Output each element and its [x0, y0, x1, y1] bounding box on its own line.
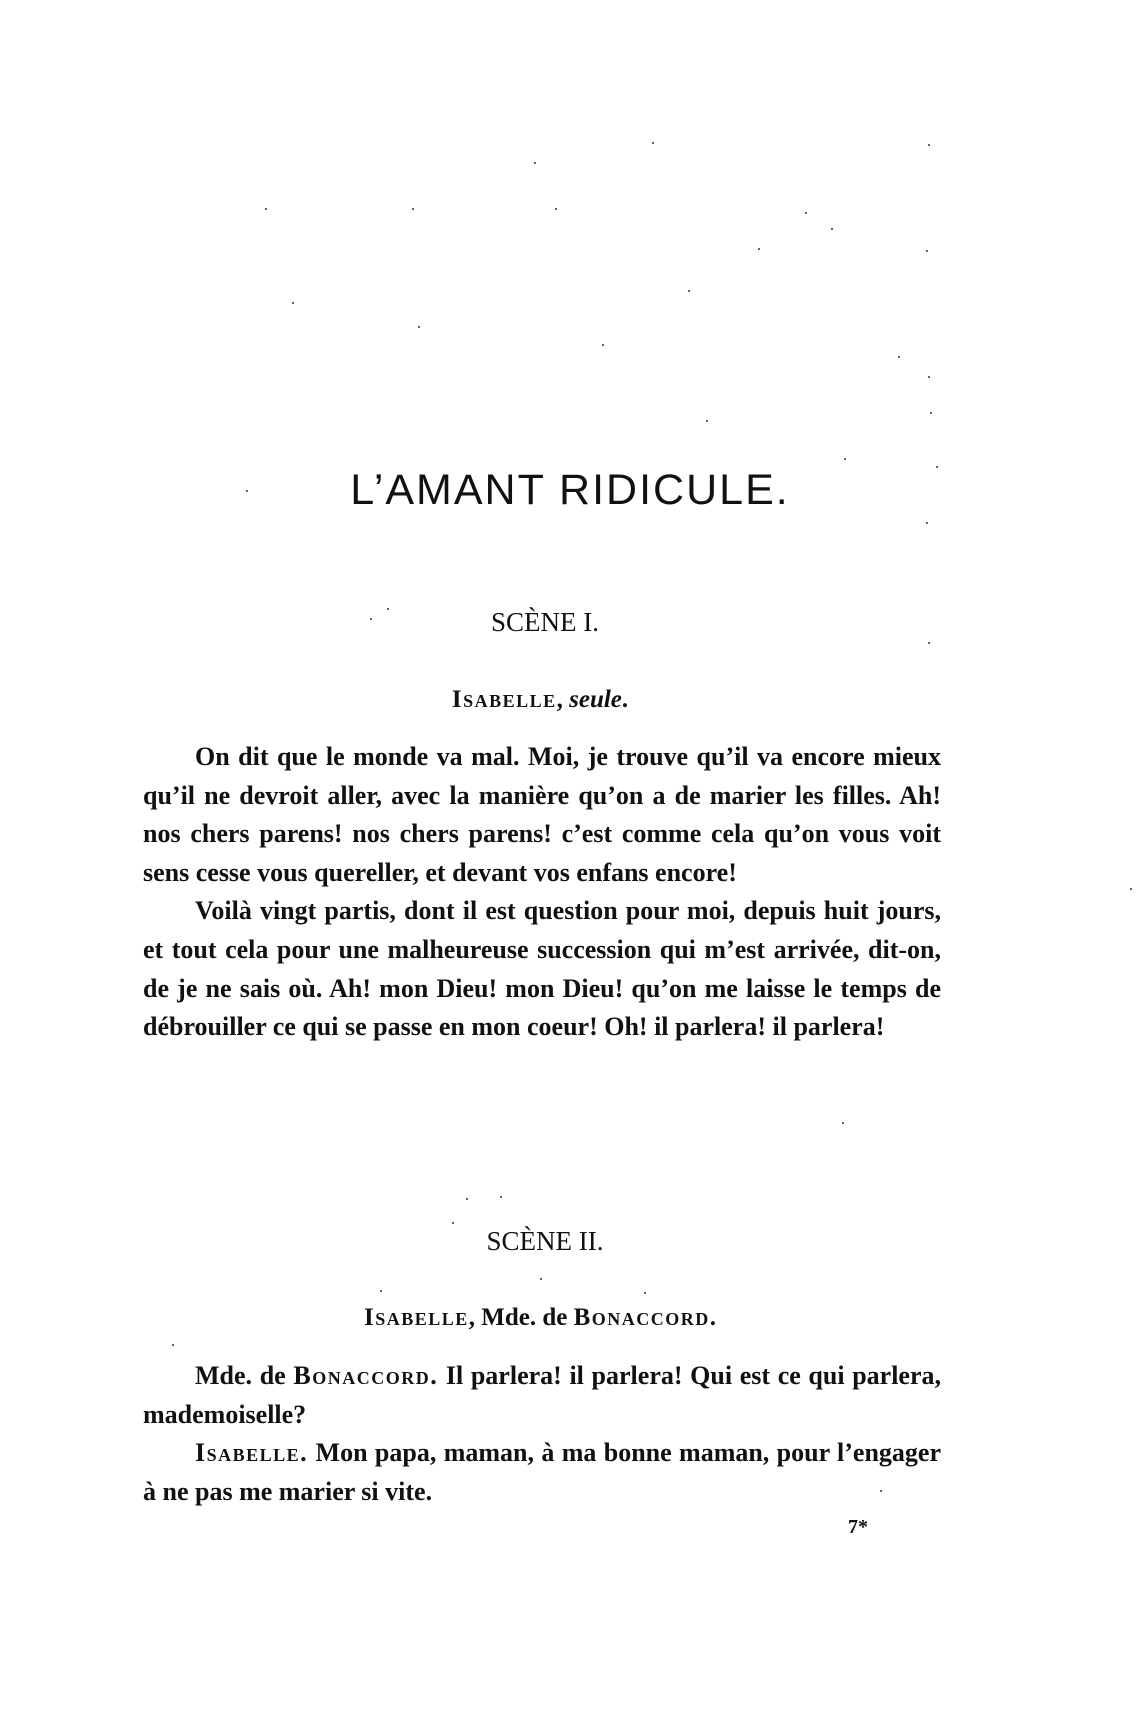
scan-speck: [644, 1292, 646, 1294]
scan-speck: [534, 162, 536, 164]
scan-speck: [928, 376, 930, 378]
scan-speck: [758, 248, 760, 250]
scan-speck: [688, 290, 690, 292]
scan-speck: [930, 412, 932, 414]
scan-speck: [928, 144, 930, 146]
scene-1-characters: Isabelle, seule.: [451, 686, 629, 713]
scan-speck: [500, 1196, 502, 1198]
speaker-name: Isabelle.: [195, 1438, 309, 1468]
scan-speck: [380, 1290, 382, 1292]
scan-speck: [466, 1198, 468, 1200]
character-name: Isabelle: [451, 686, 557, 713]
dialogue-text: Il parlera! il parlera! Qui est ce qui parlera, mademoiselle?: [143, 1361, 942, 1429]
scan-speck: [842, 1122, 844, 1124]
scan-speck: [652, 142, 654, 144]
scene-2-heading: SCÈNE II.: [486, 1226, 604, 1256]
scan-speck: [926, 250, 928, 252]
character-name: Isabelle: [363, 1304, 469, 1331]
scan-speck: [926, 522, 928, 524]
scan-speck: [412, 208, 414, 210]
scene-1-heading: SCÈNE I.: [491, 607, 599, 637]
dialogue-line: [143, 1357, 941, 1434]
scan-speck: [452, 1222, 454, 1224]
play-title: L’AMANT RIDICULE.: [350, 466, 790, 514]
paragraph: Voilà vingt partis, dont il est question pour moi, depuis huit jours, et tout cela pour une malheureuse succession qui m’est arrivée, dit-on, de je ne sais où. Ah! mon Dieu! mon Dieu! qu’on me laisse le temps de débrouiller ce qui se passe en mon coeur! Oh! il parlera! il parlera!: [143, 896, 941, 1042]
scan-speck: [805, 212, 807, 214]
scan-speck: [172, 1344, 174, 1346]
scan-speck: [418, 326, 420, 328]
signature-mark: 7*: [848, 1516, 868, 1538]
scene-2-characters: Isabelle, Mde. de Bonaccord.: [363, 1304, 717, 1331]
character-title: Mde. de: [481, 1304, 568, 1331]
speaker-name: Bonaccord.: [293, 1361, 439, 1390]
scan-speck: [928, 642, 930, 644]
dialogue-line: [143, 1434, 941, 1511]
stage-direction: seule: [569, 686, 622, 713]
scan-speck: [898, 356, 900, 358]
speaker-title: Mde. de: [195, 1361, 286, 1390]
scan-speck: [555, 208, 557, 210]
paragraph: On dit que le monde va mal. Moi, je trouve qu’il va encore mieux qu’il ne devroit aller, avec la manière qu’on a de marier les filles. Ah! nos chers parens! nos chers parens! c’est comme cela qu’on vous voit sens cesse vous quereller, et devant vos enfans encore!: [143, 742, 941, 887]
scan-speck: [540, 1278, 542, 1280]
scan-speck: [844, 458, 846, 460]
character-name: Bonaccord: [573, 1304, 710, 1331]
scene-1-monologue: [143, 738, 941, 1047]
scene-2-dialogue: [143, 1357, 941, 1511]
dialogue-text: Mon papa, maman, à ma bonne maman, pour l’engager à ne pas me marier si vite.: [143, 1438, 941, 1506]
scan-speck: [265, 208, 267, 210]
scan-speck: [706, 420, 708, 422]
scan-speck: [1130, 888, 1132, 890]
scan-speck: [292, 302, 294, 304]
scan-speck: [831, 228, 833, 230]
scan-speck: [602, 344, 604, 346]
